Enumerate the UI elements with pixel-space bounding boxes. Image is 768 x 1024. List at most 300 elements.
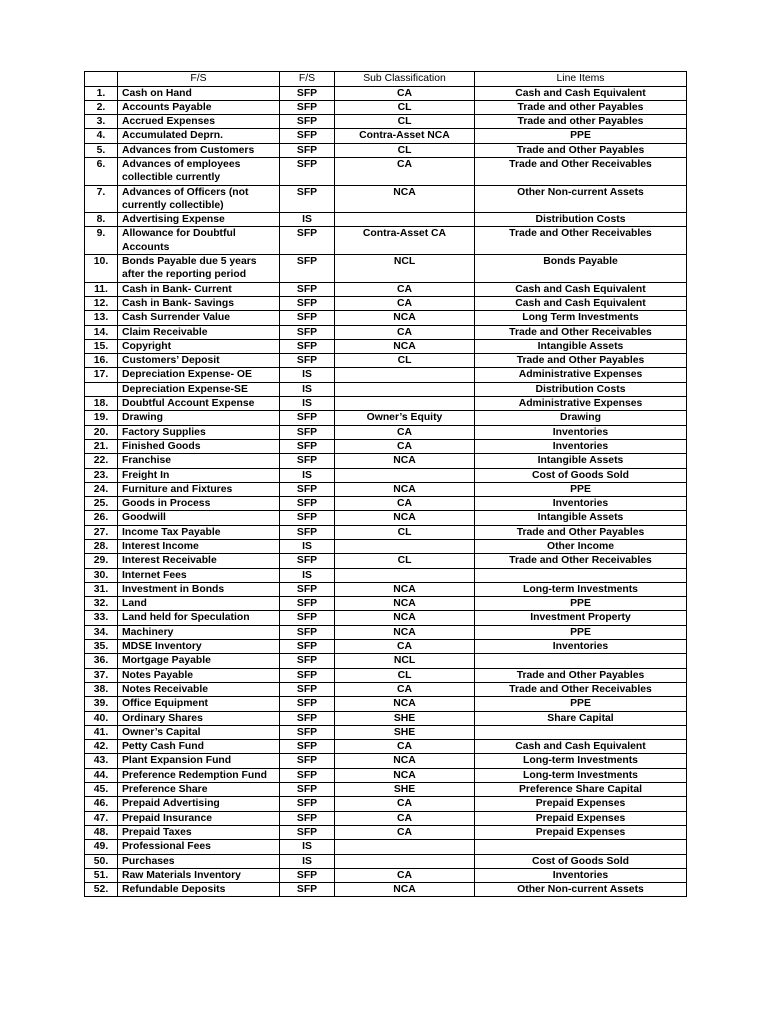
table-row xyxy=(85,825,687,839)
line-item xyxy=(475,840,687,854)
sub-classification xyxy=(335,382,475,396)
fs-type: SFP xyxy=(280,868,335,882)
table-row xyxy=(85,754,687,768)
fs-type: IS xyxy=(280,568,335,582)
table-row xyxy=(85,711,687,725)
sub-classification xyxy=(335,840,475,854)
line-item: Intangible Assets xyxy=(475,339,687,353)
row-number: 19. xyxy=(85,411,118,425)
account-name: Mortgage Payable xyxy=(118,654,280,668)
sub-classification: NCA xyxy=(335,597,475,611)
account-name: Claim Receivable xyxy=(118,325,280,339)
account-name: Advances of Officers (not currently collectible) xyxy=(118,185,280,213)
line-item: Trade and Other Payables xyxy=(475,525,687,539)
line-item: PPE xyxy=(475,625,687,639)
row-number: 7. xyxy=(85,185,118,213)
line-item xyxy=(475,725,687,739)
sub-classification xyxy=(335,854,475,868)
account-name: Investment in Bonds xyxy=(118,582,280,596)
fs-type: SFP xyxy=(280,325,335,339)
fs-type: SFP xyxy=(280,554,335,568)
account-name: Cash in Bank- Current xyxy=(118,282,280,296)
header-line-items: Line Items xyxy=(475,72,687,87)
account-name: Cash in Bank- Savings xyxy=(118,296,280,310)
sub-classification: NCA xyxy=(335,697,475,711)
line-item: Intangible Assets xyxy=(475,511,687,525)
header-account: F/S xyxy=(118,72,280,87)
table-row xyxy=(85,682,687,696)
fs-type: SFP xyxy=(280,296,335,310)
fs-type: SFP xyxy=(280,157,335,185)
line-item: Prepaid Expenses xyxy=(475,797,687,811)
sub-classification: CA xyxy=(335,825,475,839)
line-item: Cash and Cash Equivalent xyxy=(475,296,687,310)
sub-classification: CA xyxy=(335,640,475,654)
sub-classification: SHE xyxy=(335,711,475,725)
row-number: 16. xyxy=(85,354,118,368)
row-number: 29. xyxy=(85,554,118,568)
table-row xyxy=(85,597,687,611)
fs-type: IS xyxy=(280,854,335,868)
line-item: Cost of Goods Sold xyxy=(475,854,687,868)
account-name: Goods in Process xyxy=(118,497,280,511)
fs-type: SFP xyxy=(280,825,335,839)
account-name: Preference Redemption Fund xyxy=(118,768,280,782)
row-number: 3. xyxy=(85,115,118,129)
row-number: 31. xyxy=(85,582,118,596)
account-name: Cash Surrender Value xyxy=(118,311,280,325)
table-row xyxy=(85,143,687,157)
account-name: Refundable Deposits xyxy=(118,883,280,897)
sub-classification: NCA xyxy=(335,768,475,782)
fs-type: SFP xyxy=(280,597,335,611)
table-row xyxy=(85,783,687,797)
row-number: 15. xyxy=(85,339,118,353)
sub-classification: NCA xyxy=(335,185,475,213)
table-row xyxy=(85,768,687,782)
line-item: Bonds Payable xyxy=(475,255,687,283)
row-number: 43. xyxy=(85,754,118,768)
sub-classification: NCA xyxy=(335,482,475,496)
fs-type: SFP xyxy=(280,525,335,539)
line-item: Cost of Goods Sold xyxy=(475,468,687,482)
line-item: Inventories xyxy=(475,640,687,654)
fs-type: SFP xyxy=(280,482,335,496)
line-item: Trade and other Payables xyxy=(475,100,687,114)
sub-classification: NCL xyxy=(335,654,475,668)
line-item: Administrative Expenses xyxy=(475,397,687,411)
fs-type: SFP xyxy=(280,768,335,782)
line-item: Drawing xyxy=(475,411,687,425)
account-name: Land xyxy=(118,597,280,611)
fs-type: SFP xyxy=(280,640,335,654)
row-number: 5. xyxy=(85,143,118,157)
line-item: Administrative Expenses xyxy=(475,368,687,382)
sub-classification: CA xyxy=(335,282,475,296)
table-row xyxy=(85,668,687,682)
fs-type: SFP xyxy=(280,454,335,468)
sub-classification: CL xyxy=(335,525,475,539)
fs-type: SFP xyxy=(280,725,335,739)
table-row xyxy=(85,725,687,739)
fs-type: SFP xyxy=(280,439,335,453)
fs-type: IS xyxy=(280,382,335,396)
row-number: 17. xyxy=(85,368,118,382)
line-item: PPE xyxy=(475,597,687,611)
row-number: 52. xyxy=(85,883,118,897)
row-number: 6. xyxy=(85,157,118,185)
row-number: 1. xyxy=(85,86,118,100)
sub-classification: Contra-Asset CA xyxy=(335,227,475,255)
account-name: Preference Share xyxy=(118,783,280,797)
table-row xyxy=(85,468,687,482)
fs-type: SFP xyxy=(280,185,335,213)
sub-classification: CA xyxy=(335,325,475,339)
line-item xyxy=(475,568,687,582)
fs-type: SFP xyxy=(280,754,335,768)
line-item: Long-term Investments xyxy=(475,754,687,768)
table-row xyxy=(85,425,687,439)
fs-type: SFP xyxy=(280,282,335,296)
table-row xyxy=(85,740,687,754)
row-number: 34. xyxy=(85,625,118,639)
fs-type: SFP xyxy=(280,86,335,100)
row-number: 35. xyxy=(85,640,118,654)
account-name: Freight In xyxy=(118,468,280,482)
line-item: Inventories xyxy=(475,497,687,511)
table-row xyxy=(85,854,687,868)
table-row xyxy=(85,511,687,525)
header-row xyxy=(85,72,687,87)
account-name: Income Tax Payable xyxy=(118,525,280,539)
line-item: Cash and Cash Equivalent xyxy=(475,86,687,100)
account-name: Furniture and Fixtures xyxy=(118,482,280,496)
sub-classification: Contra-Asset NCA xyxy=(335,129,475,143)
account-name: Petty Cash Fund xyxy=(118,740,280,754)
row-number: 38. xyxy=(85,682,118,696)
sub-classification: CA xyxy=(335,497,475,511)
document-page xyxy=(84,71,686,897)
line-item: Long-term Investments xyxy=(475,582,687,596)
fs-type: SFP xyxy=(280,100,335,114)
fs-type: SFP xyxy=(280,654,335,668)
fs-type: SFP xyxy=(280,668,335,682)
sub-classification: CL xyxy=(335,100,475,114)
sub-classification: NCA xyxy=(335,883,475,897)
account-name: Interest Receivable xyxy=(118,554,280,568)
sub-classification: NCA xyxy=(335,754,475,768)
account-name: Ordinary Shares xyxy=(118,711,280,725)
fs-type: SFP xyxy=(280,143,335,157)
line-item: Cash and Cash Equivalent xyxy=(475,282,687,296)
sub-classification: CA xyxy=(335,797,475,811)
table-row xyxy=(85,482,687,496)
line-item: Share Capital xyxy=(475,711,687,725)
table-row xyxy=(85,129,687,143)
sub-classification: NCA xyxy=(335,611,475,625)
line-item: Investment Property xyxy=(475,611,687,625)
account-name: Goodwill xyxy=(118,511,280,525)
sub-classification: NCA xyxy=(335,311,475,325)
line-item: PPE xyxy=(475,697,687,711)
line-item: Distribution Costs xyxy=(475,213,687,227)
line-item: Trade and Other Receivables xyxy=(475,227,687,255)
sub-classification: CL xyxy=(335,554,475,568)
row-number: 20. xyxy=(85,425,118,439)
sub-classification: CL xyxy=(335,354,475,368)
table-row xyxy=(85,811,687,825)
account-name: Professional Fees xyxy=(118,840,280,854)
account-name: Office Equipment xyxy=(118,697,280,711)
table-row xyxy=(85,497,687,511)
row-number: 24. xyxy=(85,482,118,496)
table-row xyxy=(85,840,687,854)
line-item: Trade and Other Receivables xyxy=(475,157,687,185)
table-row xyxy=(85,157,687,185)
account-name: Interest Income xyxy=(118,540,280,554)
account-name: Plant Expansion Fund xyxy=(118,754,280,768)
row-number: 23. xyxy=(85,468,118,482)
account-name: Accrued Expenses xyxy=(118,115,280,129)
line-item: Trade and Other Payables xyxy=(475,143,687,157)
row-number: 49. xyxy=(85,840,118,854)
account-name: Prepaid Insurance xyxy=(118,811,280,825)
sub-classification xyxy=(335,468,475,482)
account-name: Accounts Payable xyxy=(118,100,280,114)
account-name: Prepaid Taxes xyxy=(118,825,280,839)
row-number: 8. xyxy=(85,213,118,227)
fs-type: SFP xyxy=(280,115,335,129)
account-name: Internet Fees xyxy=(118,568,280,582)
line-item: Trade and other Payables xyxy=(475,115,687,129)
fs-type: SFP xyxy=(280,697,335,711)
sub-classification: CA xyxy=(335,740,475,754)
line-item: Trade and Other Receivables xyxy=(475,682,687,696)
sub-classification: NCA xyxy=(335,511,475,525)
sub-classification: CA xyxy=(335,296,475,310)
header-number xyxy=(85,72,118,87)
line-item: Preference Share Capital xyxy=(475,783,687,797)
table-row xyxy=(85,354,687,368)
account-name: Cash on Hand xyxy=(118,86,280,100)
table-row xyxy=(85,625,687,639)
line-item: Prepaid Expenses xyxy=(475,825,687,839)
row-number: 42. xyxy=(85,740,118,754)
account-name: Owner’s Capital xyxy=(118,725,280,739)
row-number: 45. xyxy=(85,783,118,797)
table-row xyxy=(85,227,687,255)
table-row xyxy=(85,568,687,582)
table-row xyxy=(85,540,687,554)
row-number: 10. xyxy=(85,255,118,283)
row-number: 36. xyxy=(85,654,118,668)
table-row xyxy=(85,439,687,453)
table-row xyxy=(85,100,687,114)
header-fs: F/S xyxy=(280,72,335,87)
line-item: Cash and Cash Equivalent xyxy=(475,740,687,754)
fs-type: SFP xyxy=(280,255,335,283)
sub-classification: CA xyxy=(335,682,475,696)
sub-classification: SHE xyxy=(335,725,475,739)
line-item: Prepaid Expenses xyxy=(475,811,687,825)
account-name: Franchise xyxy=(118,454,280,468)
line-item: Other Non-current Assets xyxy=(475,185,687,213)
row-number: 25. xyxy=(85,497,118,511)
table-row xyxy=(85,454,687,468)
fs-type: SFP xyxy=(280,354,335,368)
table-row xyxy=(85,382,687,396)
table-row xyxy=(85,185,687,213)
table-body xyxy=(85,86,687,897)
line-item: Intangible Assets xyxy=(475,454,687,468)
account-name: Land held for Speculation xyxy=(118,611,280,625)
account-name: Bonds Payable due 5 years after the reporting period xyxy=(118,255,280,283)
fs-type: SFP xyxy=(280,811,335,825)
table-row xyxy=(85,868,687,882)
table-row xyxy=(85,86,687,100)
fs-type: SFP xyxy=(280,625,335,639)
fs-type: SFP xyxy=(280,883,335,897)
fs-type: IS xyxy=(280,468,335,482)
account-name: Notes Payable xyxy=(118,668,280,682)
table-row xyxy=(85,368,687,382)
fs-type: SFP xyxy=(280,411,335,425)
row-number: 11. xyxy=(85,282,118,296)
table-row xyxy=(85,797,687,811)
account-name: Advances of employees collectible currently xyxy=(118,157,280,185)
sub-classification: NCA xyxy=(335,625,475,639)
row-number: 40. xyxy=(85,711,118,725)
row-number: 44. xyxy=(85,768,118,782)
sub-classification xyxy=(335,540,475,554)
line-item: PPE xyxy=(475,482,687,496)
line-item: PPE xyxy=(475,129,687,143)
line-item xyxy=(475,654,687,668)
fs-type: SFP xyxy=(280,740,335,754)
account-name: Finished Goods xyxy=(118,439,280,453)
sub-classification: CA xyxy=(335,811,475,825)
line-item: Inventories xyxy=(475,439,687,453)
fs-type: SFP xyxy=(280,311,335,325)
fs-type: SFP xyxy=(280,227,335,255)
table-row xyxy=(85,397,687,411)
line-item: Trade and Other Receivables xyxy=(475,325,687,339)
fs-type: SFP xyxy=(280,339,335,353)
table-row xyxy=(85,883,687,897)
row-number: 12. xyxy=(85,296,118,310)
account-name: MDSE Inventory xyxy=(118,640,280,654)
account-name: Copyright xyxy=(118,339,280,353)
account-name: Drawing xyxy=(118,411,280,425)
row-number: 51. xyxy=(85,868,118,882)
sub-classification: NCA xyxy=(335,454,475,468)
table-row xyxy=(85,525,687,539)
table-row xyxy=(85,640,687,654)
table-row xyxy=(85,282,687,296)
sub-classification: CA xyxy=(335,439,475,453)
row-number xyxy=(85,382,118,396)
table-row xyxy=(85,411,687,425)
line-item: Distribution Costs xyxy=(475,382,687,396)
sub-classification: CA xyxy=(335,868,475,882)
row-number: 46. xyxy=(85,797,118,811)
table-row xyxy=(85,115,687,129)
sub-classification: NCL xyxy=(335,255,475,283)
fs-type: SFP xyxy=(280,497,335,511)
account-name: Depreciation Expense-SE xyxy=(118,382,280,396)
account-name: Notes Receivable xyxy=(118,682,280,696)
fs-type: SFP xyxy=(280,582,335,596)
sub-classification: CA xyxy=(335,425,475,439)
fs-type: SFP xyxy=(280,711,335,725)
line-item: Long-term Investments xyxy=(475,768,687,782)
row-number: 32. xyxy=(85,597,118,611)
line-item: Trade and Other Payables xyxy=(475,354,687,368)
sub-classification xyxy=(335,368,475,382)
account-name: Raw Materials Inventory xyxy=(118,868,280,882)
account-name: Factory Supplies xyxy=(118,425,280,439)
sub-classification: NCA xyxy=(335,582,475,596)
sub-classification: CA xyxy=(335,157,475,185)
row-number: 47. xyxy=(85,811,118,825)
row-number: 21. xyxy=(85,439,118,453)
line-item: Other Income xyxy=(475,540,687,554)
account-name: Doubtful Account Expense xyxy=(118,397,280,411)
fs-type: IS xyxy=(280,840,335,854)
sub-classification: SHE xyxy=(335,783,475,797)
sub-classification: CL xyxy=(335,115,475,129)
fs-type: SFP xyxy=(280,129,335,143)
sub-classification: CA xyxy=(335,86,475,100)
account-name: Accumulated Deprn. xyxy=(118,129,280,143)
row-number: 4. xyxy=(85,129,118,143)
account-classification-table xyxy=(84,71,687,897)
row-number: 2. xyxy=(85,100,118,114)
sub-classification: CL xyxy=(335,668,475,682)
fs-type: SFP xyxy=(280,511,335,525)
account-name: Purchases xyxy=(118,854,280,868)
fs-type: IS xyxy=(280,540,335,554)
account-name: Prepaid Advertising xyxy=(118,797,280,811)
row-number: 26. xyxy=(85,511,118,525)
table-row xyxy=(85,697,687,711)
row-number: 27. xyxy=(85,525,118,539)
sub-classification: CL xyxy=(335,143,475,157)
fs-type: SFP xyxy=(280,783,335,797)
table-row xyxy=(85,255,687,283)
fs-type: SFP xyxy=(280,425,335,439)
row-number: 41. xyxy=(85,725,118,739)
header-sub-classification: Sub Classification xyxy=(335,72,475,87)
table-row xyxy=(85,554,687,568)
line-item: Inventories xyxy=(475,868,687,882)
row-number: 48. xyxy=(85,825,118,839)
row-number: 18. xyxy=(85,397,118,411)
table-row xyxy=(85,213,687,227)
fs-type: IS xyxy=(280,397,335,411)
table-row xyxy=(85,296,687,310)
row-number: 37. xyxy=(85,668,118,682)
row-number: 13. xyxy=(85,311,118,325)
account-name: Allowance for Doubtful Accounts xyxy=(118,227,280,255)
account-name: Machinery xyxy=(118,625,280,639)
table-row xyxy=(85,325,687,339)
table-row xyxy=(85,611,687,625)
row-number: 30. xyxy=(85,568,118,582)
row-number: 14. xyxy=(85,325,118,339)
line-item: Inventories xyxy=(475,425,687,439)
table-row xyxy=(85,311,687,325)
